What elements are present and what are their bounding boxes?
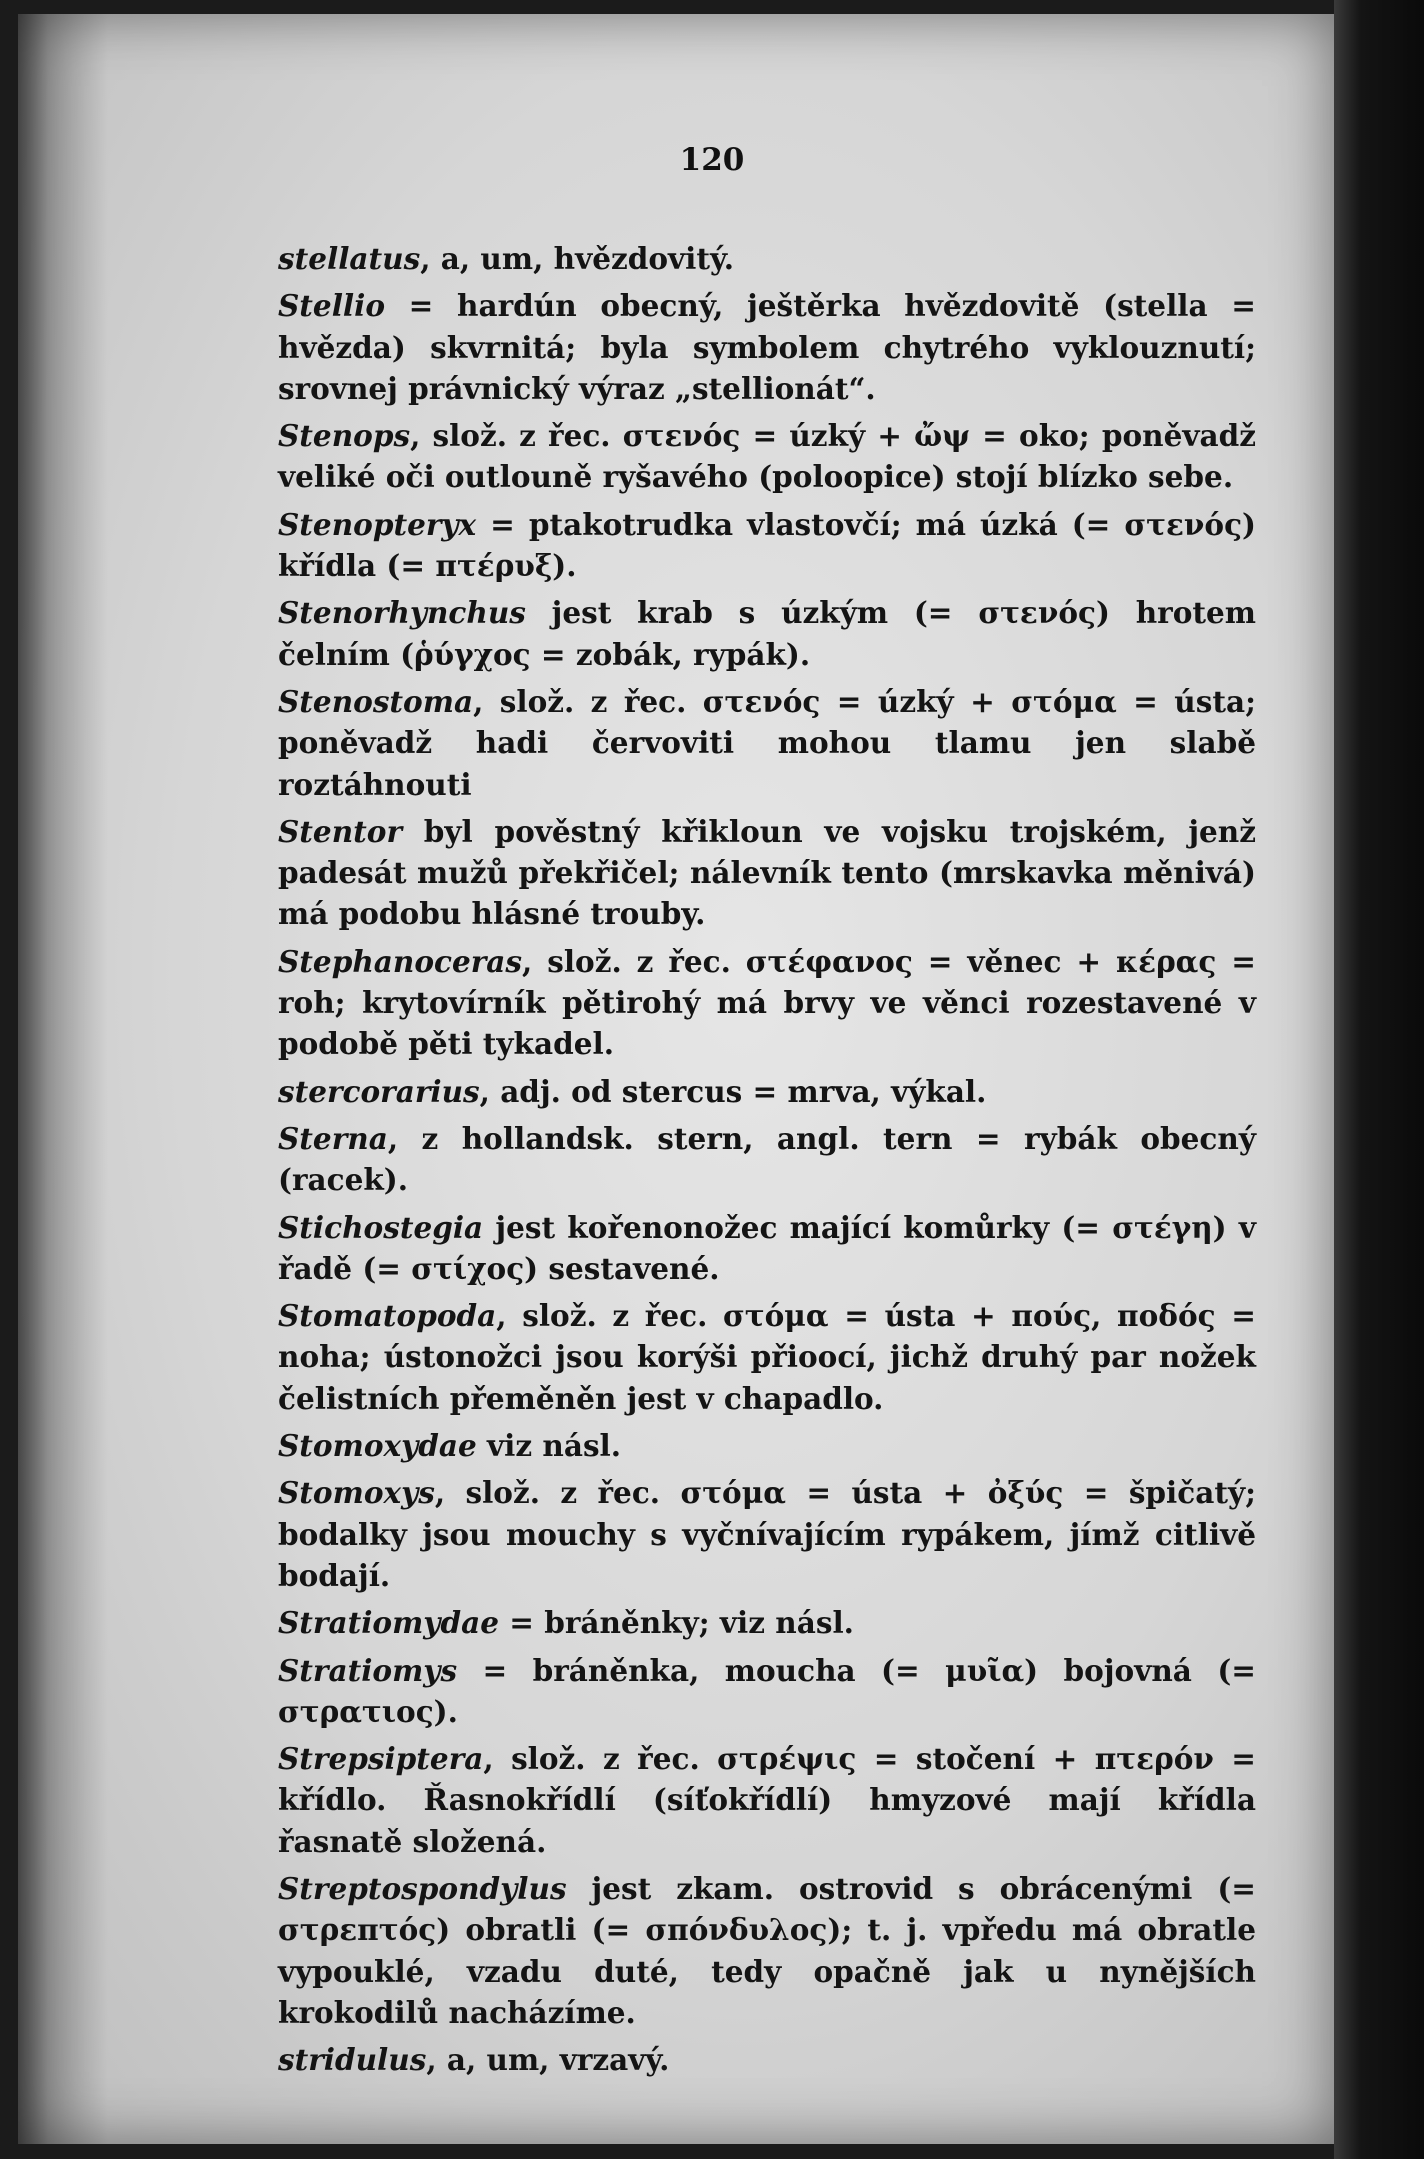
headword: Stomoxys xyxy=(278,1475,435,1511)
definition: , a, um, hvězdovitý. xyxy=(420,241,735,276)
entry-stellatus xyxy=(278,238,1256,279)
headword: Stenostoma xyxy=(278,683,474,719)
headword: stridulus xyxy=(278,2042,427,2078)
definition: , a, um, vrzavý. xyxy=(426,2042,670,2078)
definition: , slož. z řec. στόμα = ústa + ὀξύς = špičatý; bodalky jsou mouchy s vyčnívajícím rypákem, jímž citlivě bodají. xyxy=(278,1475,1256,1593)
entry-stomoxys xyxy=(278,1472,1256,1596)
headword: Stellio xyxy=(278,288,385,324)
entry-stephanoceras xyxy=(278,941,1256,1065)
headword: Stenops xyxy=(278,418,411,454)
headword: Stephanoceras xyxy=(278,943,523,979)
headword: Stomoxydae xyxy=(278,1428,477,1464)
entry-stratiomydae xyxy=(278,1602,1256,1643)
entry-stenops xyxy=(278,415,1256,498)
definition: , z hollandsk. stern, angl. tern = rybák obecný (racek). xyxy=(278,1120,1256,1198)
headword: Stratiomys xyxy=(278,1652,458,1688)
definition: jest kořenonožec mající komůrky (= στέγη) v řadě (= στίχος) sestavené. xyxy=(278,1209,1256,1286)
headword: Strepsiptera xyxy=(278,1741,484,1777)
headword: Stenopteryx xyxy=(278,506,477,542)
entry-sterna xyxy=(278,1118,1256,1201)
entry-stratiomys xyxy=(278,1650,1256,1733)
entry-stridulus xyxy=(278,2039,1256,2080)
definition: = bráněnka, moucha (= μυῖα) bojovná (= στρατιος). xyxy=(278,1652,1256,1729)
entry-stomoxydae xyxy=(278,1425,1256,1466)
entry-stichostegia xyxy=(278,1207,1256,1290)
definition: , slož. z řec. στενός = úzký + στόμα = ústa; poněvadž hadi červoviti mohou tlamu jen slabě roztáhnouti xyxy=(278,683,1256,802)
page-number: 120 xyxy=(679,142,745,178)
headword: Stomatopoda xyxy=(278,1298,497,1334)
headword: Streptospondylus xyxy=(278,1870,567,1906)
definition: , slož. z řec. στενός = úzký + ὤψ = oko; poněvadž veliké oči outlouně ryšavého (poloopice) stojí blízko sebe. xyxy=(278,418,1256,495)
entry-stomatopoda xyxy=(278,1295,1256,1419)
headword: stellatus xyxy=(278,241,421,276)
headword: Sterna xyxy=(278,1120,388,1156)
definition: viz násl. xyxy=(476,1428,622,1464)
definition: = bráněnky; viz násl. xyxy=(498,1605,854,1641)
entry-streptospondylus xyxy=(278,1868,1256,2033)
headword: Stichostegia xyxy=(278,1209,484,1245)
definition: , adj. od stercus = mrva, výkal. xyxy=(479,1073,987,1109)
headword: Stentor xyxy=(278,813,402,849)
dictionary-entries xyxy=(278,238,1256,2080)
entry-strepsiptera xyxy=(278,1738,1256,1862)
entry-stellio xyxy=(278,285,1256,409)
headword: Stenorhynchus xyxy=(278,595,526,631)
book-spine xyxy=(1334,0,1424,2159)
definition: = ptakotrudka vlastovčí; má úzká (= στενός) křídla (= πτέρυξ). xyxy=(278,506,1256,584)
definition: = hardún obecný, ještěrka hvězdovitě (stella = hvězda) skvrnitá; byla symbolem chytrého vyklouznutí; srovnej právnický výraz „stellionát“. xyxy=(278,288,1256,406)
entry-stentor xyxy=(278,811,1256,935)
headword: Stratiomydae xyxy=(278,1605,499,1641)
definition: jest zkam. ostrovid s obrácenými (= στρεπτός) obratli (= σπόνδυλος); t. j. vpředu má obratle vypouklé, vzadu duté, tedy opačně jak u nynějších krokodilů nacházíme. xyxy=(278,1870,1256,2030)
entry-stenopteryx xyxy=(278,504,1256,587)
entry-stenorhynchus xyxy=(278,592,1256,675)
definition: , slož. z řec. στέφανος = věnec + κέρας = roh; krytovírník pětirohý má brvy ve věnci rozestavené v podobě pěti tykadel. xyxy=(278,943,1256,1062)
headword: stercorarius xyxy=(278,1073,480,1109)
definition: jest krab s úzkým (= στενός) hrotem čelním (ῥύγχος = zobák, rypák). xyxy=(278,595,1256,672)
entry-stercorarius xyxy=(278,1071,1256,1112)
definition: , slož. z řec. στρέψις = stočení + πτερόν = křídlo. Řasnokřídlí (síťokřídlí) hmyzové mají křídla řasnatě složená. xyxy=(278,1741,1256,1859)
definition: , slož. z řec. στόμα = ústa + πούς, ποδός = noha; ústonožci jsou korýši přioocí, jichž druhý par nožek čelistních přeměněn jest v chapadlo. xyxy=(278,1298,1256,1416)
definition: byl pověstný křikloun ve vojsku trojském, jenž padesát mužů překřičel; nálevník tento (mrskavka měnivá) má podobu hlásné trouby. xyxy=(278,813,1256,932)
entry-stenostoma xyxy=(278,681,1256,805)
